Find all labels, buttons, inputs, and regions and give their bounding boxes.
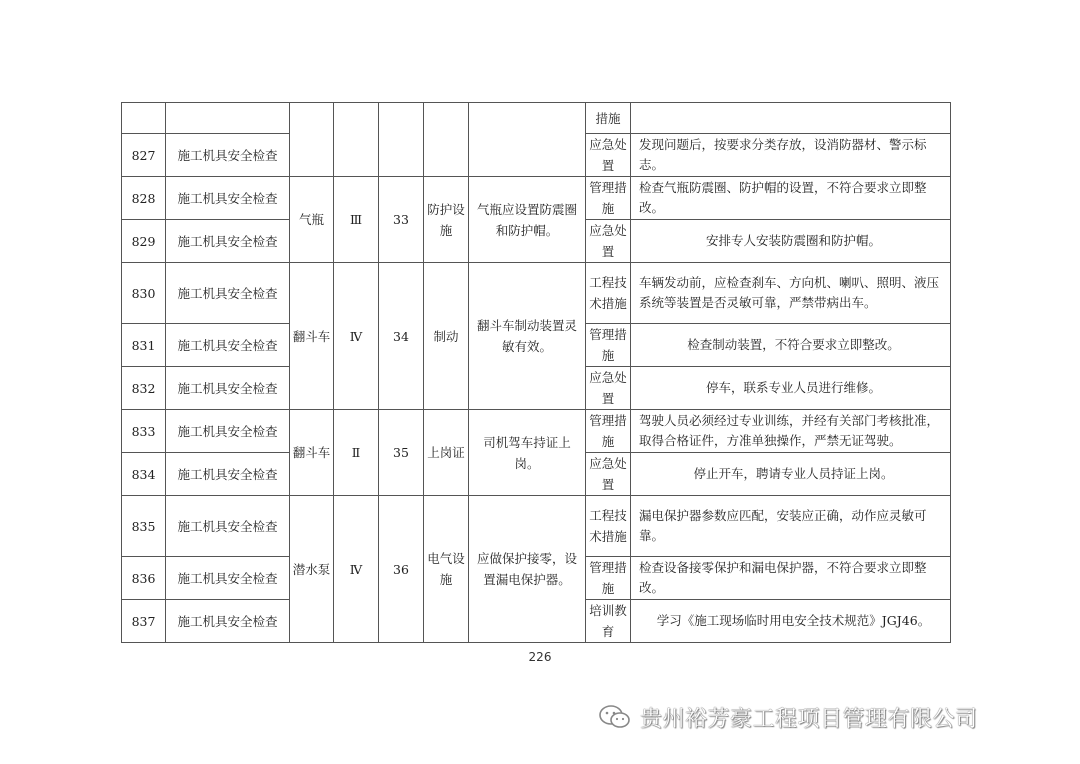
sequence-number: 34 [379,263,424,410]
row-number: 829 [122,220,166,263]
check-item: 施工机具安全检查 [166,453,290,496]
requirement [469,103,586,177]
measure-type: 管理措施 [586,557,631,600]
measure-text: 驾驶人员必须经过专业训练，并经有关部门考核批准，取得合格证件，方准单独操作，严禁无证驾驶。 [631,410,951,453]
table-row [122,496,951,557]
measure-type: 工程技术措施 [586,263,631,324]
row-number: 836 [122,557,166,600]
measure-type: 应急处置 [586,134,631,177]
check-item: 施工机具安全检查 [166,177,290,220]
row-number: 834 [122,453,166,496]
measure-text: 检查制动装置，不符合要求立即整改。 [631,324,951,367]
measure-text: 发现问题后，按要求分类存放，设消防器材、警示标志。 [631,134,951,177]
measure-type: 管理措施 [586,324,631,367]
measure-type: 管理措施 [586,410,631,453]
check-item: 施工机具安全检查 [166,263,290,324]
check-category [424,103,469,177]
requirement: 司机驾车持证上岗。 [469,410,586,496]
check-item: 施工机具安全检查 [166,600,290,643]
watermark-text: 贵州裕芳豪工程项目管理有限公司 [640,706,978,732]
row-number: 835 [122,496,166,557]
row-number: 833 [122,410,166,453]
table-row [122,103,951,134]
measure-type: 培训教育 [586,600,631,643]
sequence-number [379,103,424,177]
equipment: 翻斗车 [290,410,334,496]
measure-text: 检查气瓶防震圈、防护帽的设置，不符合要求立即整改。 [631,177,951,220]
wechat-icon [598,704,632,730]
page-number: 226 [528,650,552,664]
measure-text: 停止开车，聘请专业人员持证上岗。 [631,453,951,496]
measure-type: 应急处置 [586,367,631,410]
equipment: 气瓶 [290,177,334,263]
equipment: 翻斗车 [290,263,334,410]
measure-type: 工程技术措施 [586,496,631,557]
row-number: 837 [122,600,166,643]
requirement: 气瓶应设置防震圈和防护帽。 [469,177,586,263]
check-category: 上岗证 [424,410,469,496]
measure-type: 措施 [586,103,631,134]
check-item: 施工机具安全检查 [166,220,290,263]
equipment: 潜水泵 [290,496,334,643]
risk-level: Ⅲ [334,177,379,263]
measure-text: 学习《施工现场临时用电安全技术规范》JGJ46。 [631,600,951,643]
row-number: 827 [122,134,166,177]
measure-text: 漏电保护器参数应匹配，安装应正确，动作应灵敏可靠。 [631,496,951,557]
check-item: 施工机具安全检查 [166,134,290,177]
row-number: 828 [122,177,166,220]
measure-text: 检查设备接零保护和漏电保护器，不符合要求立即整改。 [631,557,951,600]
risk-level: Ⅱ [334,410,379,496]
check-item: 施工机具安全检查 [166,557,290,600]
measure-type: 应急处置 [586,220,631,263]
risk-level [334,103,379,177]
check-category: 防护设施 [424,177,469,263]
table-row [122,410,951,453]
row-number: 832 [122,367,166,410]
requirement: 应做保护接零，设置漏电保护器。 [469,496,586,643]
check-item: 施工机具安全检查 [166,324,290,367]
check-item: 施工机具安全检查 [166,410,290,453]
measure-text: 安排专人安装防震圈和防护帽。 [631,220,951,263]
measure-text: 车辆发动前，应检查刹车、方向机、喇叭、照明、液压系统等装置是否灵敏可靠，严禁带病出车。 [631,263,951,324]
check-category: 电气设施 [424,496,469,643]
row-number: 830 [122,263,166,324]
table-row [122,263,951,324]
row-number: 831 [122,324,166,367]
watermark [598,700,978,734]
sequence-number: 33 [379,177,424,263]
row-number [122,103,166,134]
equipment [290,103,334,177]
measure-text [631,103,951,134]
check-item [166,103,290,134]
risk-level: Ⅳ [334,263,379,410]
sequence-number: 35 [379,410,424,496]
check-item: 施工机具安全检查 [166,367,290,410]
check-item: 施工机具安全检查 [166,496,290,557]
risk-level: Ⅳ [334,496,379,643]
safety-check-table [121,102,951,643]
measure-text: 停车，联系专业人员进行维修。 [631,367,951,410]
measure-type: 应急处置 [586,453,631,496]
requirement: 翻斗车制动装置灵敏有效。 [469,263,586,410]
check-category: 制动 [424,263,469,410]
table-row [122,177,951,220]
sequence-number: 36 [379,496,424,643]
measure-type: 管理措施 [586,177,631,220]
